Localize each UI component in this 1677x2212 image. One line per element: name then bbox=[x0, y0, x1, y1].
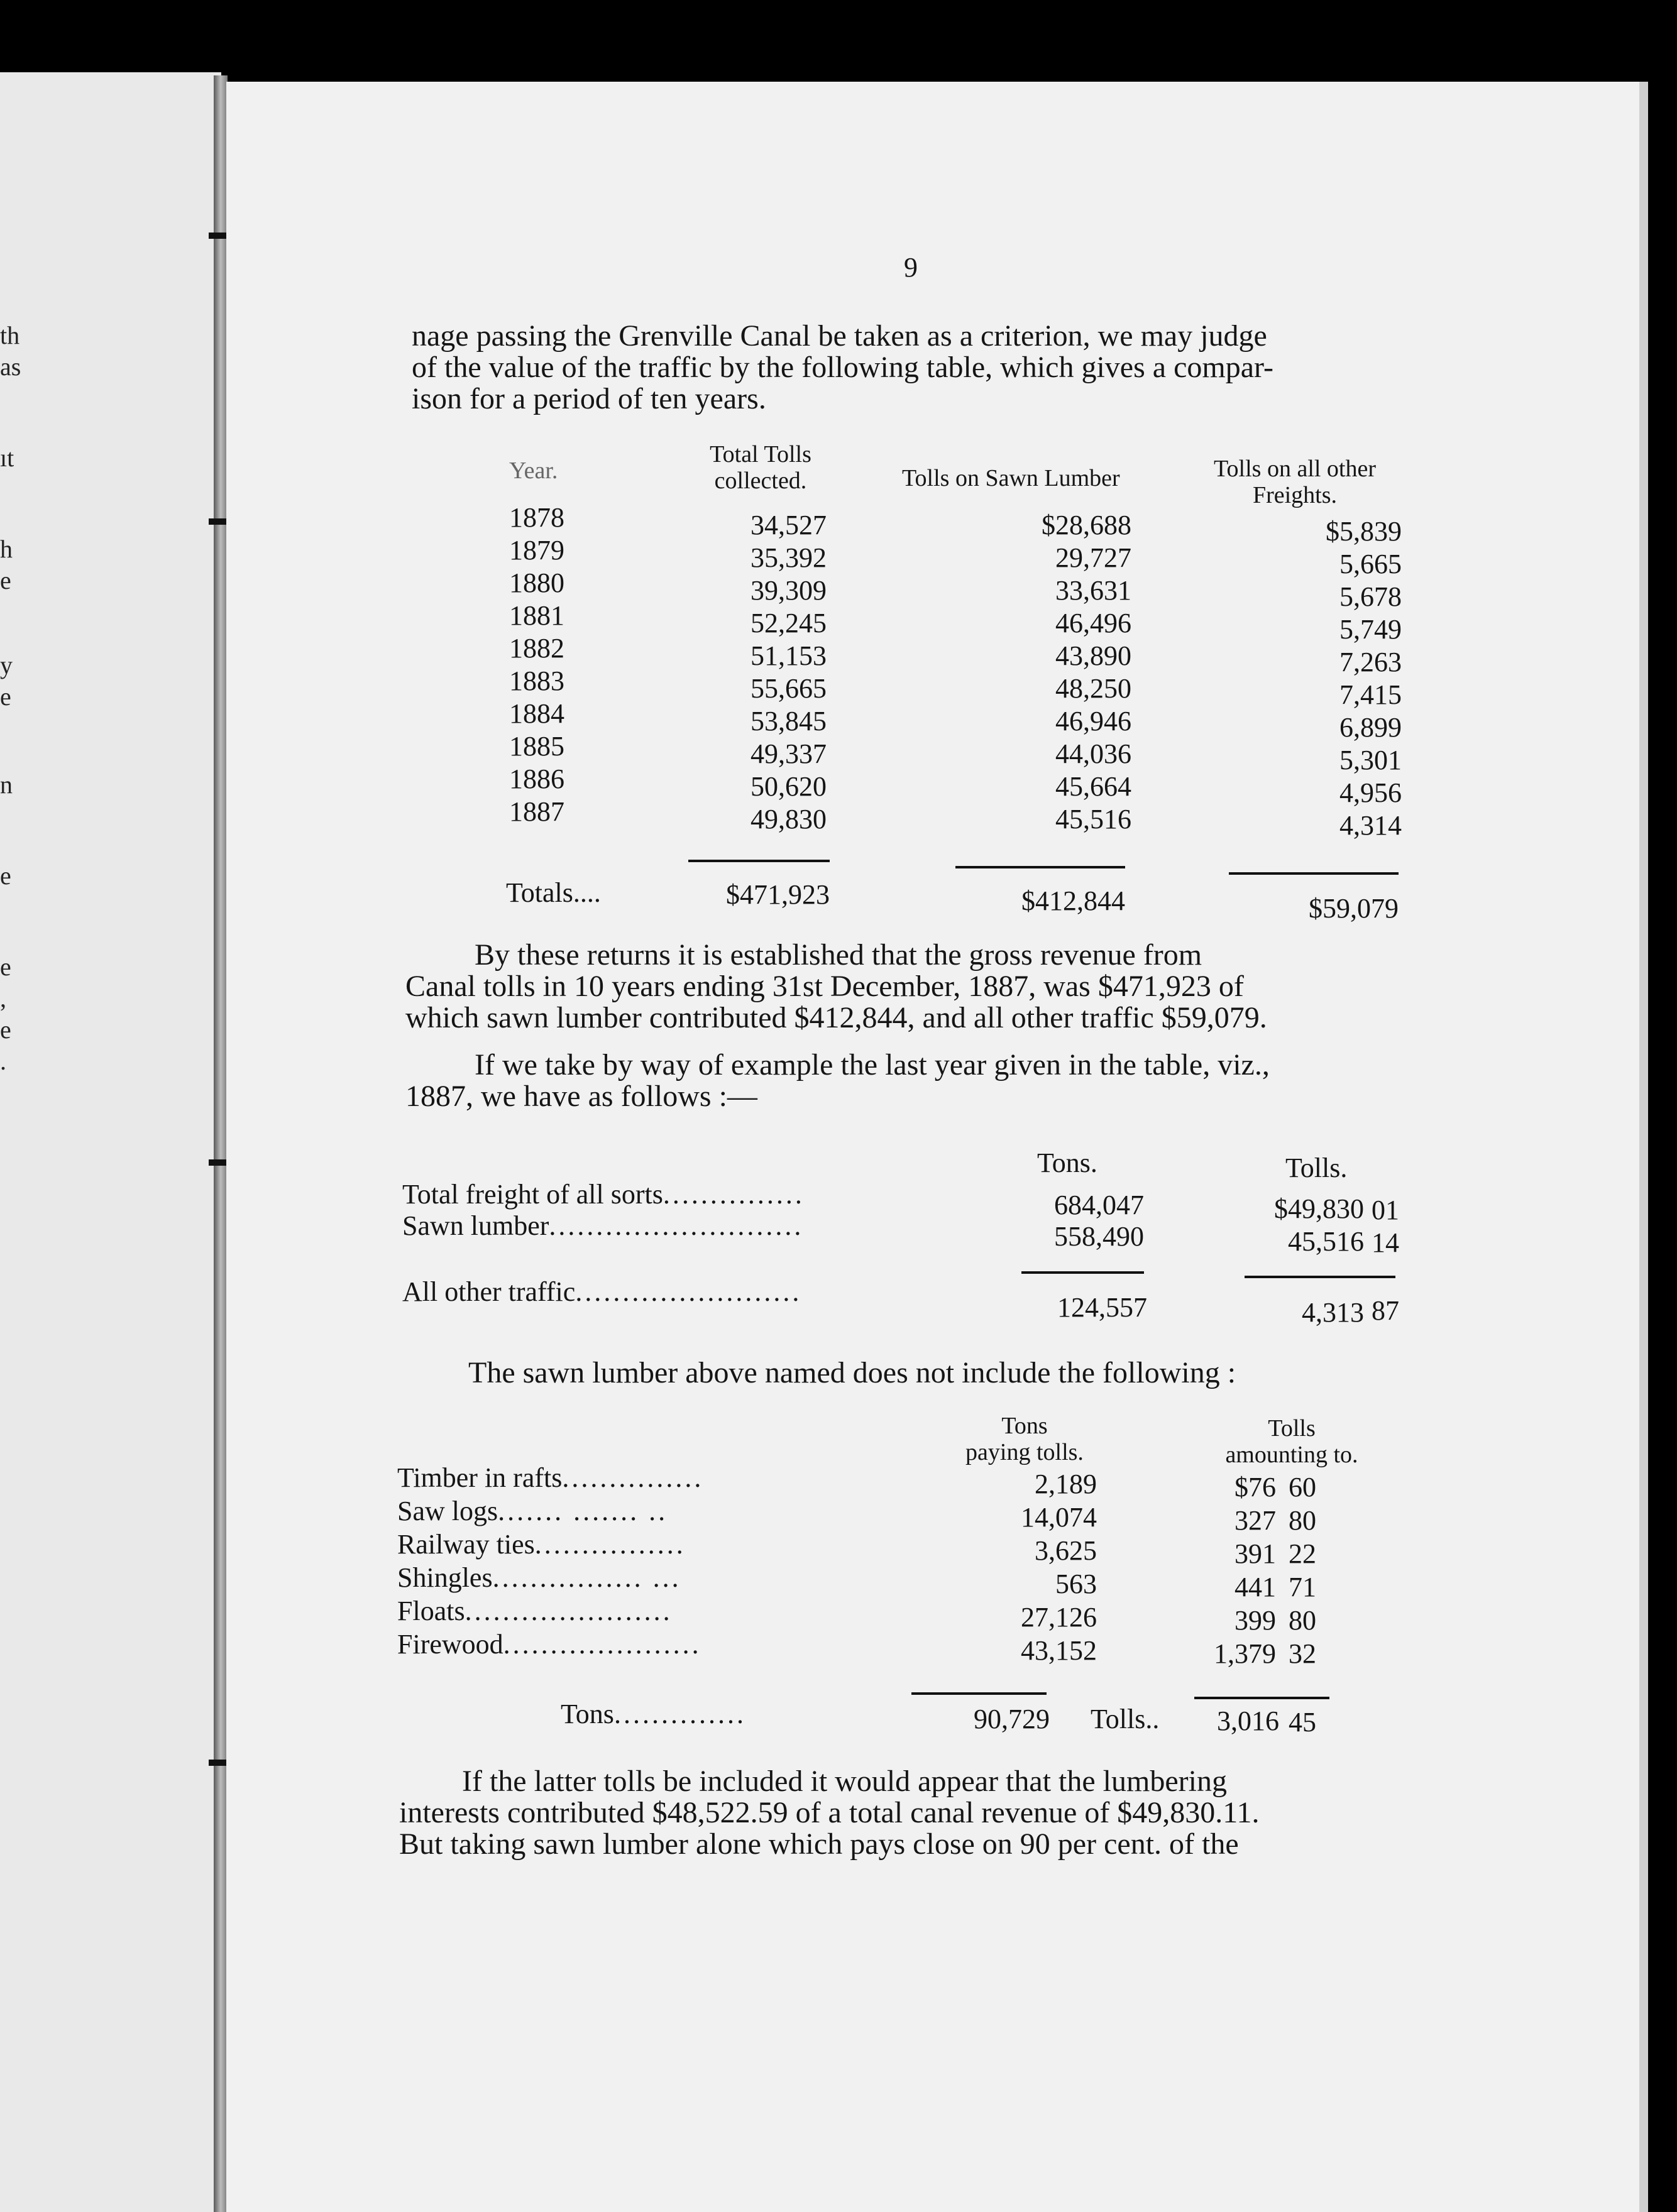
item-tons: 27,126 bbox=[1021, 1602, 1097, 1633]
other-freights-column bbox=[1238, 515, 1402, 842]
conclusion-paragraph bbox=[399, 1766, 1619, 1860]
header-line: Tons bbox=[1001, 1413, 1048, 1439]
left-page-fragment: n bbox=[0, 770, 13, 799]
other-freights-cell: 5,301 bbox=[1339, 745, 1402, 775]
sawn-lumber-cell: 46,496 bbox=[1055, 608, 1131, 638]
book-page bbox=[226, 82, 1648, 2212]
text-line: If we take by way of example the last year given in the table, viz., bbox=[475, 1048, 1270, 1081]
totals-total-tolls: $471,923 bbox=[726, 879, 830, 910]
text-line: ison for a period of ten years. bbox=[412, 382, 766, 415]
year-cell: 1879 bbox=[509, 535, 564, 566]
subtotal-rule bbox=[911, 1692, 1047, 1695]
total-tolls-cell: 53,845 bbox=[751, 706, 827, 736]
item-tons-column bbox=[959, 1467, 1097, 1667]
item-label: Saw logs....... ....... .. bbox=[397, 1496, 668, 1526]
item-dollars: 441 bbox=[1234, 1572, 1276, 1602]
year-cell: 1886 bbox=[509, 764, 564, 794]
header-line: paying tolls. bbox=[965, 1439, 1084, 1465]
year-column bbox=[509, 501, 564, 828]
total-tolls-cell: 49,830 bbox=[751, 804, 827, 835]
header-line: collected. bbox=[714, 468, 807, 494]
freight-row-dollars: $49,830 bbox=[1274, 1193, 1364, 1224]
sawn-lumber-cell: 33,631 bbox=[1055, 575, 1131, 606]
text-line: interests contributed $48,522.59 of a total canal revenue of $49,830.11. bbox=[399, 1796, 1260, 1829]
text-line: nage passing the Grenville Canal be taken as a criterion, we may judge bbox=[412, 319, 1267, 353]
column-header-other-freights bbox=[1194, 456, 1395, 508]
other-freights-cell: 5,665 bbox=[1339, 549, 1402, 579]
text-line: But taking sawn lumber alone which pays close on 90 per cent. of the bbox=[399, 1827, 1239, 1861]
table3-total-cents: 45 bbox=[1289, 1707, 1316, 1738]
table3-total-tolls-label: Tolls.. bbox=[1091, 1704, 1160, 1734]
item-cents: 22 bbox=[1289, 1538, 1316, 1569]
freight-row-dollars: 45,516 bbox=[1288, 1226, 1364, 1257]
item-dollars: 391 bbox=[1234, 1538, 1276, 1569]
column-header-sawn-lumber: Tolls on Sawn Lumber bbox=[902, 465, 1120, 491]
text-line: which sawn lumber contributed $412,844, and all other traffic $59,079. bbox=[405, 1001, 1267, 1034]
item-cents: 60 bbox=[1289, 1472, 1316, 1503]
item-cents: 80 bbox=[1289, 1605, 1316, 1636]
table3-total-label: Tons.............. bbox=[561, 1699, 746, 1729]
item-dollars: 327 bbox=[1234, 1505, 1276, 1536]
other-freights-cell: 7,263 bbox=[1339, 647, 1402, 677]
other-freights-cell: 5,678 bbox=[1339, 581, 1402, 612]
left-page-fragment: . bbox=[0, 1047, 6, 1075]
year-cell: 1881 bbox=[509, 600, 564, 631]
totals-other-freights: $59,079 bbox=[1309, 893, 1399, 924]
text-line: If the latter tolls be included it would appear that the lumbering bbox=[462, 1765, 1227, 1798]
exclusion-paragraph bbox=[468, 1357, 1600, 1389]
left-page-fragment: , bbox=[0, 984, 6, 1012]
other-freights-cell: $5,839 bbox=[1326, 516, 1402, 547]
column-header-tons-paying bbox=[933, 1413, 1116, 1465]
subtotal-rule bbox=[688, 860, 830, 862]
subtotal-rule bbox=[955, 866, 1125, 868]
column-header-tolls: Tolls. bbox=[1285, 1153, 1348, 1183]
left-page-fragment: e bbox=[0, 682, 11, 711]
item-dollars-column bbox=[1169, 1470, 1276, 1670]
subtotal-rule bbox=[1021, 1271, 1144, 1274]
page-number: 9 bbox=[904, 252, 918, 283]
item-label: Shingles................ ... bbox=[397, 1562, 681, 1593]
other-freights-cell: 5,749 bbox=[1339, 614, 1402, 645]
sawn-lumber-cell: 46,946 bbox=[1055, 706, 1131, 736]
book-spine bbox=[214, 75, 228, 2212]
item-cents-column bbox=[1289, 1470, 1316, 1670]
item-label: Timber in rafts............... bbox=[397, 1462, 704, 1493]
item-label-column bbox=[397, 1461, 703, 1661]
item-cents: 71 bbox=[1289, 1572, 1316, 1602]
text-line: 1887, we have as follows :— bbox=[405, 1080, 757, 1113]
item-dollars: 1,379 bbox=[1214, 1638, 1276, 1669]
totals-sawn-lumber: $412,844 bbox=[1021, 885, 1125, 916]
year-cell: 1885 bbox=[509, 731, 564, 762]
item-dollars: $76 bbox=[1234, 1472, 1276, 1503]
text-line: By these returns it is established that the gross revenue from bbox=[475, 938, 1202, 972]
freight-row-tons: 558,490 bbox=[1054, 1221, 1144, 1252]
freight-row-cents: 14 bbox=[1372, 1227, 1399, 1258]
subtotal-rule bbox=[1229, 872, 1399, 875]
sawn-lumber-cell: 48,250 bbox=[1055, 673, 1131, 704]
column-header-total-tolls bbox=[676, 441, 845, 494]
sawn-lumber-cell: 29,727 bbox=[1055, 542, 1131, 573]
item-label: Floats...................... bbox=[397, 1596, 673, 1626]
freight-total-tons: 124,557 bbox=[1057, 1292, 1147, 1323]
header-line: Tolls bbox=[1268, 1415, 1316, 1442]
table3-total-tons: 90,729 bbox=[974, 1704, 1050, 1734]
year-cell: 1882 bbox=[509, 633, 564, 664]
year-cell: 1880 bbox=[509, 567, 564, 598]
total-tolls-cell: 35,392 bbox=[751, 542, 827, 573]
left-page-fragment: as bbox=[0, 353, 21, 381]
total-tolls-cell: 39,309 bbox=[751, 575, 827, 606]
example-paragraph bbox=[405, 1049, 1637, 1112]
item-dollars: 399 bbox=[1234, 1605, 1276, 1636]
sawn-lumber-cell: 45,664 bbox=[1055, 771, 1131, 802]
item-tons: 3,625 bbox=[1035, 1535, 1097, 1566]
freight-row-cents: 01 bbox=[1372, 1195, 1399, 1225]
column-header-tolls-amounting bbox=[1194, 1415, 1389, 1468]
item-tons: 2,189 bbox=[1035, 1469, 1097, 1499]
total-tolls-cell: 52,245 bbox=[751, 608, 827, 638]
item-tons: 14,074 bbox=[1021, 1502, 1097, 1533]
left-page-fragment: e bbox=[0, 862, 11, 890]
sawn-lumber-cell: 45,516 bbox=[1055, 804, 1131, 835]
returns-paragraph bbox=[405, 939, 1637, 1034]
header-line: Tolls on all other bbox=[1213, 456, 1377, 482]
year-cell: 1884 bbox=[509, 698, 564, 729]
freight-total-cents: 87 bbox=[1372, 1295, 1399, 1326]
subtotal-rule bbox=[1194, 1697, 1329, 1699]
header-line: Total Tolls bbox=[710, 441, 811, 468]
header-line: Freights. bbox=[1252, 482, 1338, 508]
item-label: Railway ties................ bbox=[397, 1529, 686, 1560]
other-freights-cell: 4,956 bbox=[1339, 777, 1402, 808]
year-cell: 1883 bbox=[509, 665, 564, 696]
total-tolls-cell: 51,153 bbox=[751, 640, 827, 671]
left-page-fragment: e bbox=[0, 953, 11, 981]
header-line: amounting to. bbox=[1225, 1442, 1358, 1468]
left-page-fragment: th bbox=[0, 321, 20, 349]
item-tons: 563 bbox=[1055, 1569, 1097, 1599]
intro-paragraph bbox=[412, 320, 1641, 415]
column-header-year: Year. bbox=[509, 457, 558, 484]
freight-total-dollars: 4,313 bbox=[1302, 1297, 1364, 1328]
item-cents: 80 bbox=[1289, 1505, 1316, 1536]
left-page-fragment: y bbox=[0, 651, 13, 679]
left-facing-page bbox=[0, 72, 221, 2212]
freight-row-label: Total freight of all sorts............... bbox=[402, 1179, 805, 1210]
total-tolls-column bbox=[682, 509, 827, 836]
other-freights-cell: 4,314 bbox=[1339, 810, 1402, 841]
item-tons: 43,152 bbox=[1021, 1635, 1097, 1666]
subtotal-rule bbox=[1245, 1276, 1395, 1278]
item-label: Firewood..................... bbox=[397, 1629, 701, 1660]
total-tolls-cell: 50,620 bbox=[751, 771, 827, 802]
left-page-fragment: e bbox=[0, 566, 11, 594]
left-page-fragment: h bbox=[0, 535, 13, 563]
text-line: of the value of the traffic by the following table, which gives a compar- bbox=[412, 351, 1274, 384]
sawn-lumber-cell: $28,688 bbox=[1042, 510, 1131, 540]
sawn-lumber-cell: 43,890 bbox=[1055, 640, 1131, 671]
text-line: The sawn lumber above named does not include the following : bbox=[468, 1356, 1236, 1389]
freight-total-label: All other traffic........................ bbox=[402, 1276, 802, 1307]
total-tolls-cell: 34,527 bbox=[751, 510, 827, 540]
year-cell: 1878 bbox=[509, 502, 564, 533]
freight-row-tons: 684,047 bbox=[1054, 1190, 1144, 1220]
total-tolls-cell: 49,337 bbox=[751, 738, 827, 769]
totals-label: Totals.... bbox=[506, 877, 601, 908]
year-cell: 1887 bbox=[509, 796, 564, 827]
freight-row-label: Sawn lumber........................... bbox=[402, 1210, 804, 1241]
table3-total-dollars: 3,016 bbox=[1217, 1706, 1279, 1736]
left-page-fragment: e bbox=[0, 1016, 11, 1044]
page-edge bbox=[1639, 82, 1648, 2212]
other-freights-cell: 7,415 bbox=[1339, 679, 1402, 710]
left-page-fragment: ıt bbox=[0, 444, 14, 472]
sawn-lumber-cell: 44,036 bbox=[1055, 738, 1131, 769]
sawn-lumber-column bbox=[968, 509, 1131, 836]
text-line: Canal tolls in 10 years ending 31st December, 1887, was $471,923 of bbox=[405, 970, 1244, 1003]
other-freights-cell: 6,899 bbox=[1339, 712, 1402, 743]
total-tolls-cell: 55,665 bbox=[751, 673, 827, 704]
column-header-tons: Tons. bbox=[1037, 1147, 1097, 1178]
item-cents: 32 bbox=[1289, 1638, 1316, 1669]
